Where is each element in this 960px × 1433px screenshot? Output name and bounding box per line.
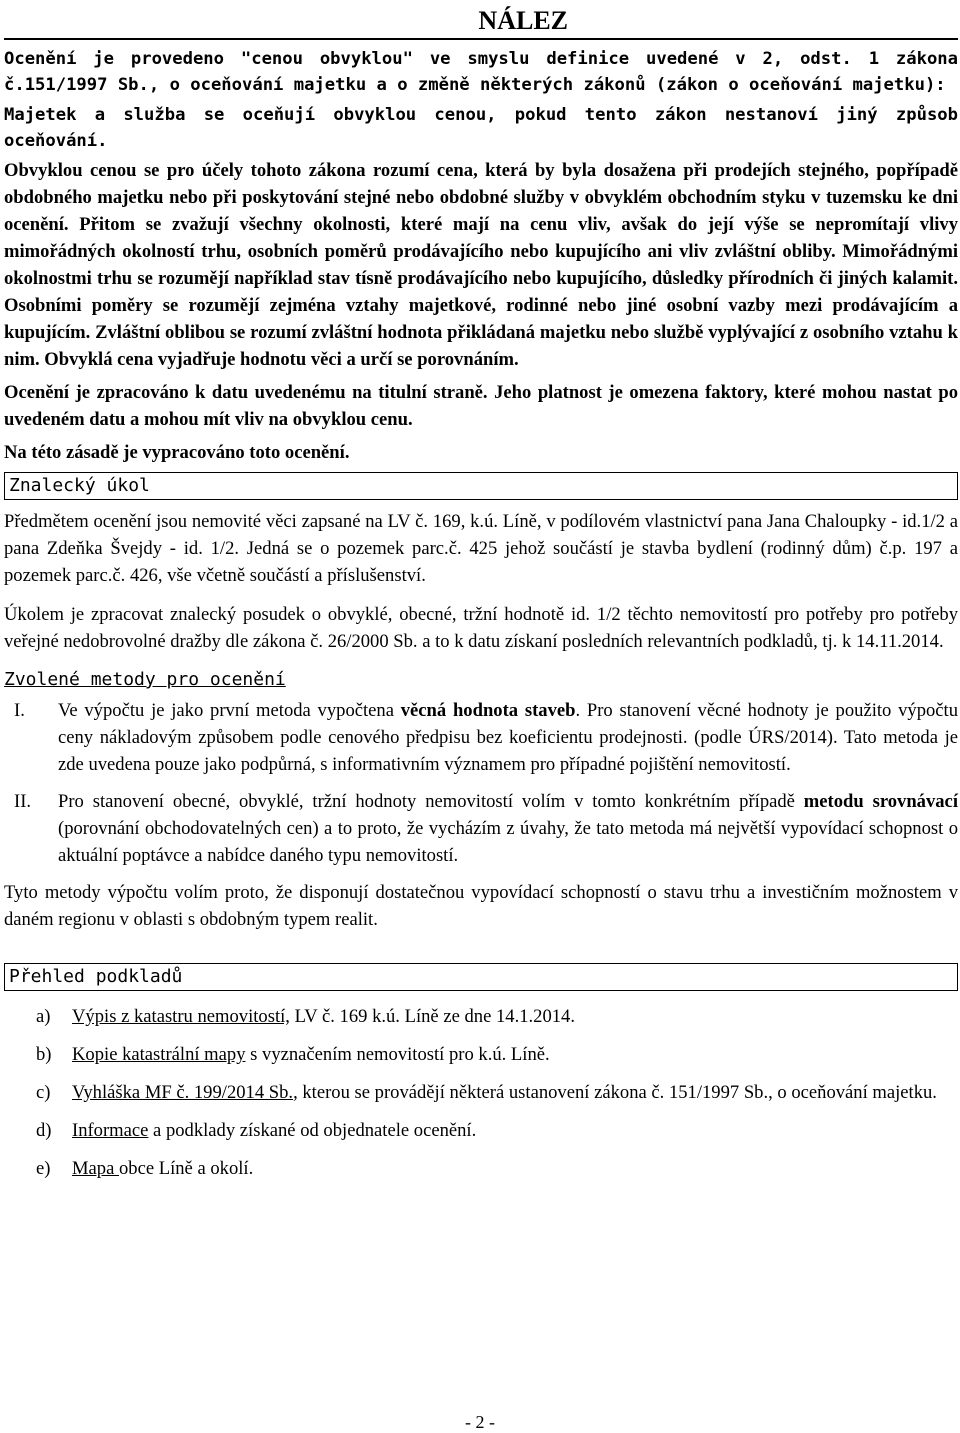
page-number: - 2 - — [465, 1412, 495, 1432]
source-item-label: c) — [36, 1082, 51, 1103]
source-item-text: Výpis z katastru nemovitostí, LV č. 169 k.ú. Líně ze dne 14.1.2014. — [72, 1006, 575, 1027]
source-item-label: d) — [36, 1120, 52, 1141]
section-heading-task: Znalecký úkol — [4, 472, 958, 500]
task-goal: Úkolem je zpracovat znalecký posudek o obvyklé, obecné, tržní hodnotě id. 1/2 těchto nemovitostí pro potřeby pro potřeby veřejné nedobrovolné dražby dle zákona č. 26/2000 Sb. a to k datu získaní posledních relevantních podkladů, tj. k 14.11.2014. — [4, 604, 958, 652]
source-item-label: b) — [36, 1044, 52, 1065]
method-item-2 — [4, 788, 958, 869]
intro-usual-price-definition: Obvyklou cenou se pro účely tohoto zákona rozumí cena, která by byla dosažena při prodejích stejného, popřípadě obdobného majetku nebo při poskytování stejné nebo obdobné služby v obvyklém obchodním styku v tuzemsku ke dni ocenění. Přitom se zvažují všechny okolnosti, které mají na cenu vliv, avšak do její výše se nepromítají vlivy mimořádných okolností trhu, osobních poměrů prodávajícího nebo kupujícího ani vliv zvláštní obliby. Mimořádnými okolnostmi trhu se rozumějí například stav tísně prodávajícího nebo kupujícího, důsledky přírodních či jiných kalamit. Osobními poměry se rozumějí zejména vztahy majetkové, rodinné nebo jiné osobní vazby mezi prodávajícím a kupujícím. Zvláštní oblibou se rozumí zvláštní hodnota přikládaná majetku nebo službě vyplývající z osobního vztahu k nim. Obvyklá cena vyjadřuje hodnotu věci a určí se porovnáním. — [4, 160, 958, 370]
page-title: NÁLEZ — [478, 6, 568, 35]
method-item-text: Ve výpočtu je jako první metoda vypočtena věcná hodnota staveb. Pro stanovení věcné hodnoty je použito výpočtu ceny nákladovým způsobem podle cenového předpisu bez koeficientu prodejnosti. (podle ÚRS/2014). Tato metoda je zde uvedena pouze jako podpůrná, s informativním významem pro případné pojištění nemovitostí. — [58, 700, 959, 775]
intro-principle: Na této zásadě je vypracováno toto ocenění. — [4, 442, 350, 463]
intro-definition: Ocenění je provedeno "cenou obvyklou" ve smyslu definice uvedené v 2, odst. 1 zákona č.151/1997 Sb., o oceňování majetku a o změně některých zákonů (zákon o oceňování majetku): — [4, 49, 958, 95]
method-item-text: Pro stanovení obecné, obvyklé, tržní hodnoty nemovitostí volím v tomto konkrétním případě metodu srovnávací (porovnání obchodovatelných cen) a to proto, že vycházím z úvahy, že tato metoda má největší vypovídací schopnost o aktuální poptávce a nabídce daného typu nemovitostí. — [58, 791, 958, 866]
intro-validity: Ocenění je zpracováno k datu uvedenému na titulní straně. Jeho platnost je omezena faktory, které mohou nastat po uvedeném datu a mohou mít vliv na obvyklou cenu. — [4, 382, 958, 430]
task-subject: Předmětem ocenění jsou nemovité věci zapsané na LV č. 169, k.ú. Líně, v podílovém vlastnictví pana Jana Chaloupky - id.1/2 a pana Zdeňka Švejdy - id. 1/2. Jedná se o pozemek parc.č. 425 jehož součástí je stavba bydlení (rodinný dům) č.p. 197 a pozemek parc.č. 426, vše včetně součástí a příslušenství. — [4, 511, 958, 586]
title-divider — [4, 38, 958, 40]
source-item — [4, 1003, 958, 1030]
source-item-text: Informace a podklady získané od objednatele ocenění. — [72, 1120, 477, 1141]
section-heading-sources: Přehled podkladů — [4, 963, 958, 991]
source-item-text: Kopie katastrální mapy s vyznačením nemovitostí pro k.ú. Líně. — [72, 1044, 550, 1065]
method-item-number: II. — [14, 791, 32, 812]
section-heading-methods: Zvolené metody pro ocenění — [4, 669, 286, 690]
method-item-number: I. — [14, 700, 25, 721]
source-item — [4, 1079, 958, 1106]
source-item — [4, 1155, 958, 1182]
source-item-text: Vyhláška MF č. 199/2014 Sb., kterou se provádějí některá ustanovení zákona č. 151/1997 Sb., o oceňování majetku. — [72, 1082, 937, 1103]
method-item-1 — [4, 697, 958, 778]
source-item — [4, 1117, 958, 1144]
source-item — [4, 1041, 958, 1068]
source-item-text: Mapa obce Líně a okolí. — [72, 1158, 254, 1179]
intro-statement: Majetek a služba se oceňují obvyklou cenou, pokud tento zákon nestanoví jiný způsob oceňování. — [4, 105, 958, 151]
methods-summary: Tyto metody výpočtu volím proto, že disponují dostatečnou vypovídací schopností o stavu trhu a investičním možnostem v daném regionu v oblasti s obdobným typem realit. — [4, 882, 958, 930]
source-item-label: a) — [36, 1006, 51, 1027]
source-item-label: e) — [36, 1158, 51, 1179]
